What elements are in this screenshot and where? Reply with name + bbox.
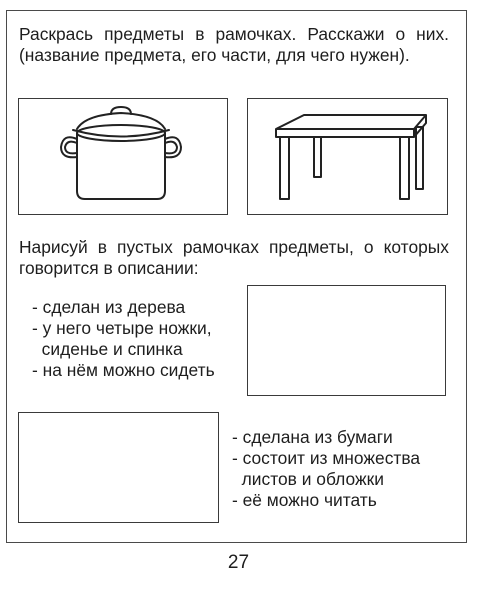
list-item: сиденье и спинка	[32, 339, 183, 359]
picture-frame-table	[247, 98, 448, 215]
list-item: - сделана из бумаги	[232, 427, 393, 447]
drawing-box-1[interactable]	[247, 285, 446, 396]
list-item: - у него четыре ножки,	[32, 318, 212, 338]
page-number: 27	[227, 552, 250, 573]
task1-instruction: Раскрась предметы в рамочках. Расскажи о них. (название предмета, его части, для чего нужен).	[19, 24, 449, 65]
description-2-list	[232, 427, 462, 511]
table-icon	[248, 99, 446, 213]
list-item: - на нём можно сидеть	[32, 360, 215, 380]
list-item: листов и обложки	[232, 469, 384, 489]
list-item: - состоит из множества	[232, 448, 421, 468]
picture-frame-pot	[18, 98, 228, 215]
description-1-list	[32, 297, 250, 381]
list-item: - её можно читать	[232, 490, 377, 510]
cooking-pot-icon	[19, 99, 226, 213]
drawing-box-2[interactable]	[18, 412, 219, 523]
list-item: - сделан из дерева	[32, 297, 186, 317]
task2-instruction: Нарисуй в пустых рамочках предметы, о которых говорится в описании:	[19, 237, 449, 278]
